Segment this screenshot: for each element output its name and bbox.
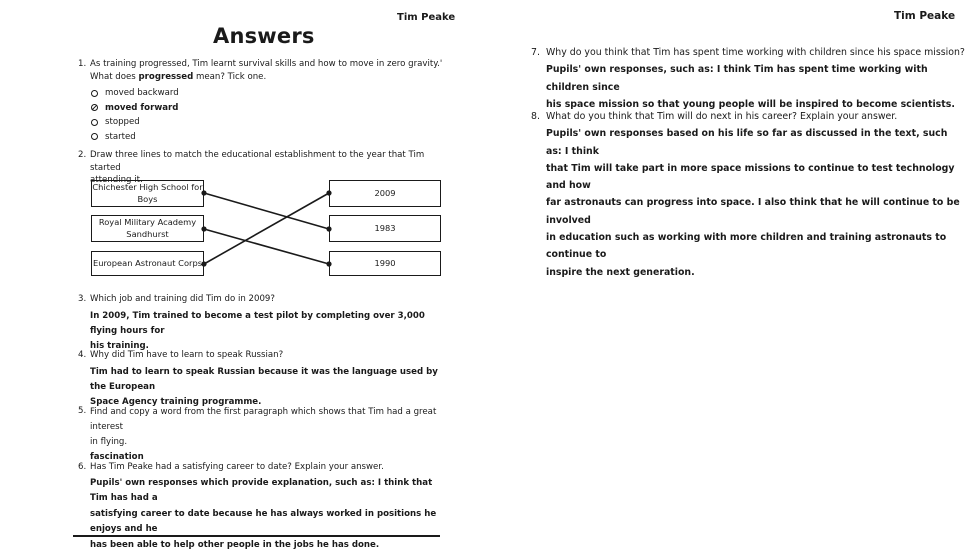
answer-8-line-3: far astronauts can progress into space. I also think that he will continue to be involved	[546, 194, 966, 229]
line-endpoint-dot	[202, 262, 206, 266]
question-number: 1.	[78, 58, 86, 71]
question-number: 3.	[78, 293, 86, 306]
question-6	[78, 461, 448, 553]
answer-4-line-2: Space Agency training programme.	[90, 395, 448, 410]
match-line-astronaut-corps-to-2009	[204, 193, 329, 264]
question-number: 2.	[78, 149, 86, 162]
option-moved-forward[interactable]: moved forward	[91, 101, 179, 116]
option-started[interactable]: started	[91, 130, 179, 145]
question-3	[78, 293, 448, 354]
answer-3-line-1: In 2009, Tim trained to become a test pilot by completing over 3,000 flying hours for	[90, 309, 448, 339]
line-endpoint-dot	[202, 191, 206, 195]
match-box-chichester-high-school: Chichester High School for Boys	[91, 180, 204, 207]
line-endpoint-dot	[327, 227, 331, 231]
question-number: 7.	[531, 44, 540, 61]
answer-8-line-1: Pupils' own responses based on his life so far as discussed in the text, such as: I think	[546, 125, 966, 160]
question-2-text-line-1: Draw three lines to match the educational establishment to the year that Tim started	[90, 149, 448, 174]
question-3-text: Which job and training did Tim do in 2009?	[90, 293, 448, 306]
answer-5: fascination	[90, 450, 448, 465]
question-number: 6.	[78, 461, 86, 474]
question-4	[78, 349, 448, 410]
match-box-year-1983: 1983	[329, 215, 441, 242]
answer-6-line-1: Pupils' own responses which provide explanation, such as: I think that Tim has had a	[90, 476, 448, 507]
question-2-text-line-2: attending it.	[90, 174, 448, 187]
page-header-right: Tim Peake	[894, 10, 955, 22]
answer-6-line-2: satisfying career to date because he has always worked in positions he enjoys and he	[90, 507, 448, 538]
question-5-text-line-1: Find and copy a word from the first paragraph which shows that Tim had a great interest	[90, 405, 448, 435]
option-stopped[interactable]: stopped	[91, 115, 179, 130]
answer-3-line-2: his training.	[90, 339, 448, 354]
answer-7-line-1: Pupils' own responses, such as: I think Tim has spent time working with children since	[546, 61, 966, 96]
answer-8-line-2: that Tim will take part in more space missions to continue to test technology and how	[546, 160, 966, 195]
match-box-year-1990: 1990	[329, 251, 441, 276]
question-6-text: Has Tim Peake had a satisfying career to date? Explain your answer.	[90, 461, 448, 474]
question-1-text-line-1: As training progressed, Tim learnt survival skills and how to move in zero gravity.'	[90, 58, 448, 71]
question-7-text: Why do you think that Tim has spent time working with children since his space mission?	[546, 44, 966, 61]
answer-8-line-4: in education such as working with more children and training astronauts to continue to	[546, 229, 966, 264]
page-bottom-rule	[73, 535, 440, 537]
question-8-text: What do you think that Tim will do next in his career? Explain your answer.	[546, 108, 966, 125]
match-line-chichester-to-1983	[204, 193, 329, 229]
option-moved-backward[interactable]: moved backward	[91, 86, 179, 101]
question-5-text-line-2: in flying.	[90, 435, 448, 450]
match-box-royal-military-academy: Royal Military Academy Sandhurst	[91, 215, 204, 242]
match-box-year-2009: 2009	[329, 180, 441, 207]
line-endpoint-dot	[327, 262, 331, 266]
page-header-left: Tim Peake	[397, 12, 455, 23]
question-number: 5.	[78, 405, 86, 418]
match-box-european-astronaut-corps: European Astronaut Corps	[91, 251, 204, 276]
line-endpoint-dot	[327, 191, 331, 195]
match-line-sandhurst-to-1990	[204, 229, 329, 264]
answer-8-line-5: inspire the next generation.	[546, 264, 966, 281]
question-5	[78, 405, 448, 465]
question-number: 4.	[78, 349, 86, 362]
answer-4-line-1: Tim had to learn to speak Russian because it was the language used by the European	[90, 365, 448, 395]
question-1-text-line-2: What does progressed mean? Tick one.	[90, 71, 448, 84]
question-4-text: Why did Tim have to learn to speak Russian?	[90, 349, 448, 362]
question-number: 8.	[531, 108, 540, 125]
answer-7-line-2: his space mission so that young people will be inspired to become scientists.	[546, 96, 966, 113]
question-8	[531, 108, 966, 281]
line-endpoint-dot	[202, 227, 206, 231]
answer-6-line-3: has been able to help other people in the jobs he has done.	[90, 538, 448, 553]
question-7	[531, 44, 966, 113]
page-title: Answers	[213, 24, 315, 48]
